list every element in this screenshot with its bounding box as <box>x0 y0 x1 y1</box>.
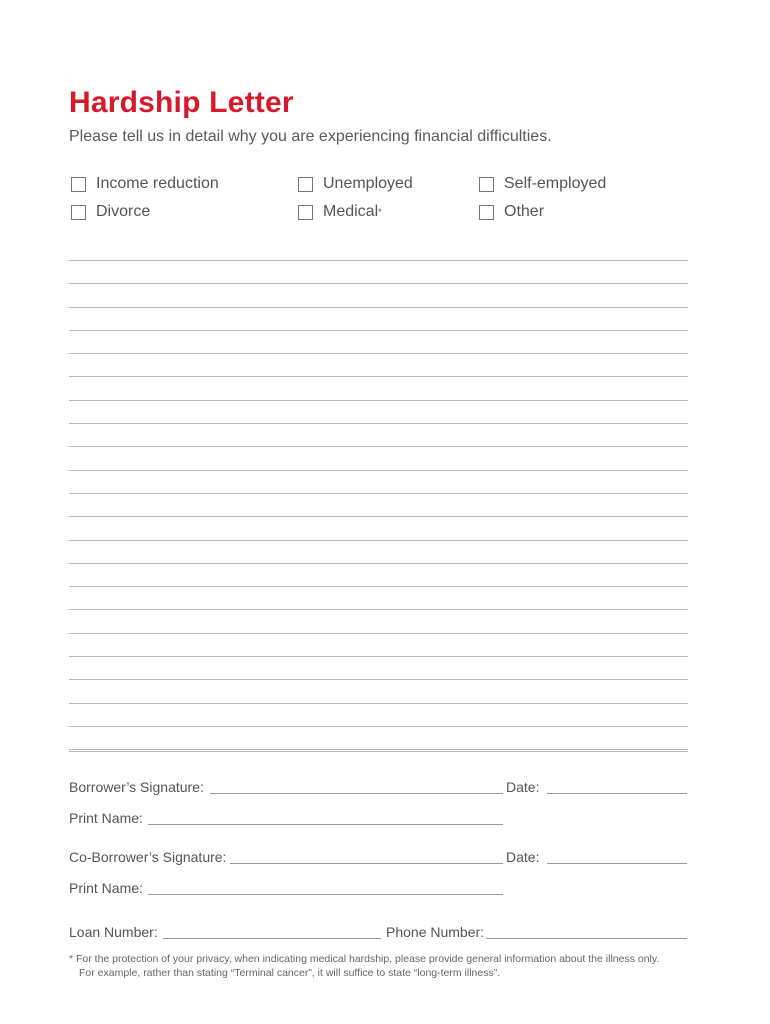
phone-number-label: Phone Number: <box>386 924 485 940</box>
print-name-label: Print Name: <box>69 810 143 826</box>
form-subtitle: Please tell us in detail why you are experiencing financial difficulties. <box>69 128 552 145</box>
checkbox-label: Income reduction <box>96 175 219 192</box>
writing-line <box>69 656 688 679</box>
checkbox-box[interactable] <box>71 177 86 192</box>
writing-line <box>69 446 688 469</box>
form-title: Hardship Letter <box>69 86 294 119</box>
checkbox-label: Other <box>504 203 545 220</box>
borrower-date-field[interactable] <box>547 793 687 794</box>
writing-line <box>69 307 688 330</box>
checkbox-box[interactable] <box>479 177 494 192</box>
writing-line <box>69 633 688 656</box>
coborrower-signature-field[interactable] <box>230 863 503 864</box>
writing-line <box>69 400 688 423</box>
writing-line <box>69 493 688 516</box>
coborrower-signature-label: Co-Borrower’s Signature: <box>69 849 227 865</box>
checkbox-label: Medical <box>323 203 379 220</box>
checkbox-income-reduction[interactable] <box>71 175 219 193</box>
footnote-marker: * <box>378 207 382 217</box>
checkbox-label: Divorce <box>96 203 151 220</box>
writing-line <box>69 703 688 726</box>
loan-number-label: Loan Number: <box>69 924 158 940</box>
checkbox-box[interactable] <box>71 205 86 220</box>
print-name-label: Print Name: <box>69 880 143 896</box>
checkbox-unemployed[interactable] <box>298 175 413 193</box>
checkbox-divorce[interactable] <box>71 203 150 221</box>
borrower-signature-field[interactable] <box>210 793 503 794</box>
writing-line <box>69 330 688 353</box>
writing-line <box>69 679 688 702</box>
coborrower-print-name-field[interactable] <box>148 894 503 895</box>
writing-line <box>69 283 688 306</box>
writing-line <box>69 540 688 563</box>
writing-line <box>69 726 688 749</box>
footnote-line: * For the protection of your privacy, when indicating medical hardship, please provide general information about the illness only. <box>69 953 660 965</box>
checkbox-label: Unemployed <box>323 175 413 192</box>
writing-line <box>69 353 688 376</box>
checkbox-box[interactable] <box>298 205 313 220</box>
writing-line <box>69 260 688 283</box>
writing-line <box>69 423 688 446</box>
footnote-line: For example, rather than stating “Terminal cancer”, it will suffice to state “long-term illness”. <box>79 967 501 979</box>
date-label: Date: <box>506 779 540 795</box>
writing-line <box>69 586 688 609</box>
writing-line <box>69 470 688 493</box>
checkbox-box[interactable] <box>298 177 313 192</box>
phone-number-field[interactable] <box>486 938 687 939</box>
writing-line <box>69 516 688 539</box>
writing-line <box>69 609 688 632</box>
footnote <box>69 952 689 980</box>
explanation-writing-area[interactable] <box>69 260 688 752</box>
borrower-signature-label: Borrower’s Signature: <box>69 779 204 795</box>
writing-line <box>69 563 688 586</box>
checkbox-self-employed[interactable] <box>479 175 606 193</box>
date-label: Date: <box>506 849 540 865</box>
checkbox-label: Self-employed <box>504 175 607 192</box>
coborrower-date-field[interactable] <box>547 863 687 864</box>
loan-number-field[interactable] <box>163 938 381 939</box>
checkbox-medical[interactable] <box>298 203 382 221</box>
writing-line <box>69 376 688 399</box>
checkbox-box[interactable] <box>479 205 494 220</box>
writing-line <box>69 749 688 752</box>
borrower-print-name-field[interactable] <box>148 824 503 825</box>
checkbox-other[interactable] <box>479 203 544 221</box>
